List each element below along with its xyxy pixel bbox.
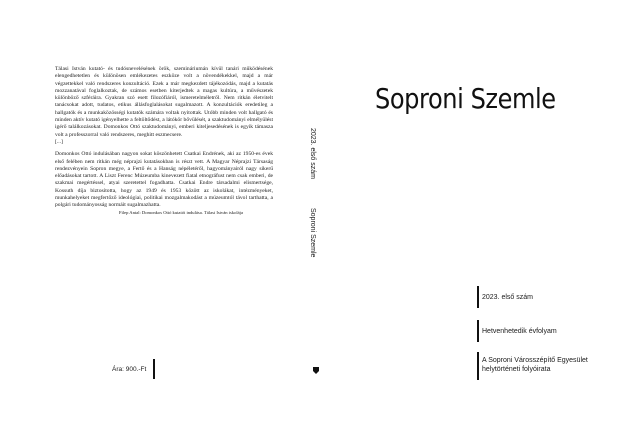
excerpt-ellipsis: [...] bbox=[55, 138, 63, 145]
issue-label: 2023. első szám bbox=[482, 294, 533, 301]
volume-divider bbox=[477, 320, 479, 342]
publisher-shield-icon bbox=[313, 367, 319, 374]
front-cover bbox=[330, 0, 640, 446]
excerpt-paragraph-2: Domonkos Ottó indulásában nagyon sokat köszönhetett Csatkai Endrének, aki az 1950-es évek első felében nem ritkán még néprajzi kutatásokban is részt vett. A Magyar Néprajzi Társaság rendezvényein Sopron megye, a Fertő és a Hanság népéletéről, hagyományairól nagy sikerű előadásokat tartott. A Liszt Ferenc Múzeumba kinevezett fiatal etnográfust nem csak emberi, de szakmai megértéssel, atyai szeretettel fogadhatta. Csatkai Endre társadalmi elismertsége, Kossuth díja biztosította, hogy az 1949 és 1953 között az iskolákat, intézményeket, munkahelyeket megfertőző ideológiai, politikai mozgalmakodást a múzeumtól távol tarthatta, a polgári tudományosság normáit sugalmazhatta. bbox=[55, 151, 273, 209]
back-cover-excerpt bbox=[55, 66, 273, 216]
spine-issue: 2023. első szám bbox=[309, 128, 316, 179]
publisher-line-1: A Soproni Városszépítő Egyesület bbox=[482, 357, 588, 364]
excerpt-attribution: Filep Antal: Domonkos Ottó kutatói indulása. Tálasi István iskolája bbox=[118, 209, 243, 215]
price-divider bbox=[153, 359, 155, 379]
volume-label: Hetvenhetedik évfolyam bbox=[482, 328, 557, 335]
publisher-line-2: helytörténeti folyóirata bbox=[482, 366, 551, 373]
spine bbox=[300, 0, 330, 446]
excerpt-paragraph-1: Tálasi István kutató- és tudósnevelésének örök, szemináriumán kívül tanári működésének elengedhetetlen és különösen emlékezetes eszköze volt a növendékekkel, majd a már végzettekkel való rendszeres konzultáció. Ezek a már megkezdett tájékozódás, majd a kutatás mozzanatával foglalkoztak, de számos esetben kiterjedtek a magas kultúra, a művészetek különböző szféráira. Gyakran szó esett filozófiáról, ismeretelméletről. Nem ritkán életvitelt tanácsokat adott, tudatos, etikus állásfoglalásokat sugalmazott. A konzultációk eredetileg a hallgatók és a munkaközösségi kutatók számára voltak nyitottak. Utóbb minden volt hallgató és minden aktív kutató igényelhette a feltöltődést, a látókör bővülését, a szaktudományi elmélyülést igérő találkozásokat. Domonkos Ottó szaktudományi, emberi kiteljesedésének is egyik támasza volt a professzorral való rendszeres, meghitt eszmecsere. bbox=[55, 66, 273, 138]
publisher-divider bbox=[477, 352, 479, 380]
journal-title: Soproni Szemle bbox=[375, 82, 556, 115]
publisher-label bbox=[482, 356, 588, 374]
price-label: Ára: 900.-Ft bbox=[112, 366, 147, 373]
back-cover bbox=[0, 0, 300, 446]
issue-divider bbox=[477, 286, 479, 308]
spine-title: Soproni Szemle bbox=[309, 208, 316, 258]
